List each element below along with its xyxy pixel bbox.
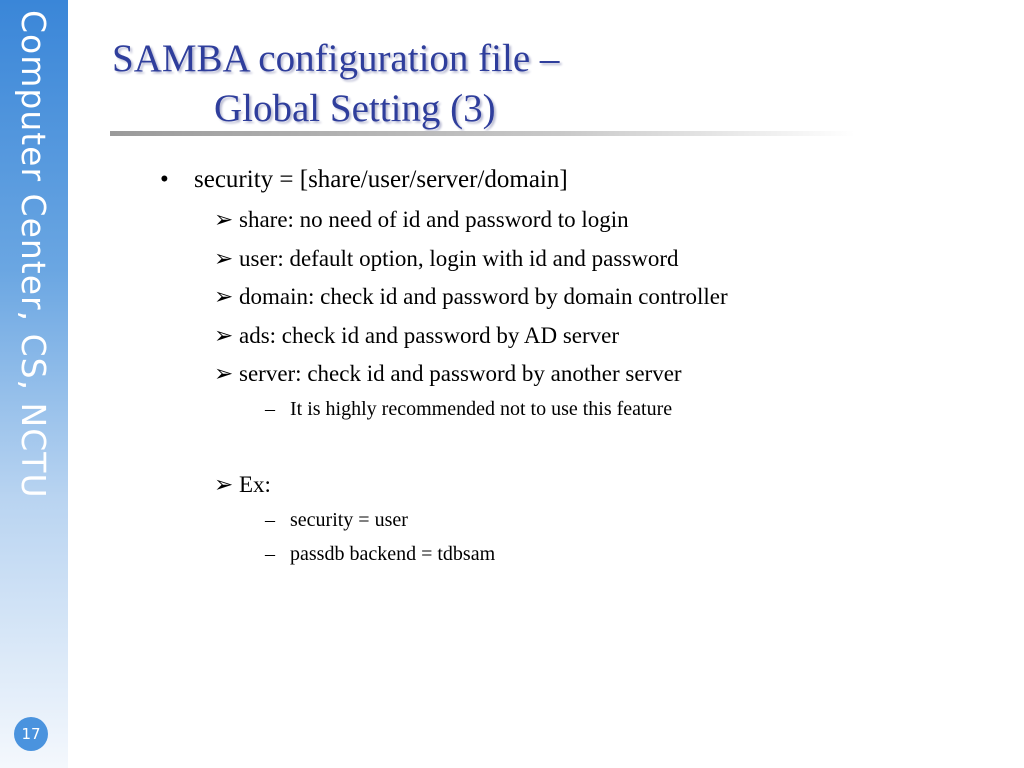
dash-icon: –	[265, 509, 275, 531]
bullet-icon: •	[160, 166, 169, 193]
dash-icon: –	[265, 543, 275, 565]
bullet-security: security = [share/user/server/domain]	[194, 166, 568, 193]
server-note: It is highly recommended not to use this feature	[290, 398, 673, 420]
slide-title	[112, 34, 559, 134]
arrow-icon: ➢	[214, 284, 234, 309]
arrow-icon: ➢	[214, 323, 234, 348]
sidebar	[0, 0, 68, 768]
example-label: Ex:	[239, 472, 271, 497]
sidebar-label: Computer Center, CS, NCTU	[14, 10, 53, 499]
option-user: user: default option, login with id and password	[239, 246, 679, 271]
title-line-1: SAMBA configuration file –	[112, 37, 560, 80]
page-number-badge: 17	[14, 717, 48, 751]
arrow-icon: ➢	[214, 207, 234, 232]
option-domain: domain: check id and password by domain controller	[239, 284, 728, 309]
arrow-icon: ➢	[214, 361, 234, 386]
example-security: security = user	[290, 509, 408, 531]
option-ads: ads: check id and password by AD server	[239, 323, 620, 348]
title-line-2: Global Setting (3)	[214, 87, 496, 130]
option-server: server: check id and password by another server	[239, 361, 682, 386]
arrow-icon: ➢	[214, 472, 234, 497]
option-share: share: no need of id and password to login	[239, 207, 629, 232]
dash-icon: –	[265, 398, 275, 420]
arrow-icon: ➢	[214, 246, 234, 271]
example-passdb: passdb backend = tdbsam	[290, 543, 496, 565]
title-divider	[110, 131, 855, 136]
